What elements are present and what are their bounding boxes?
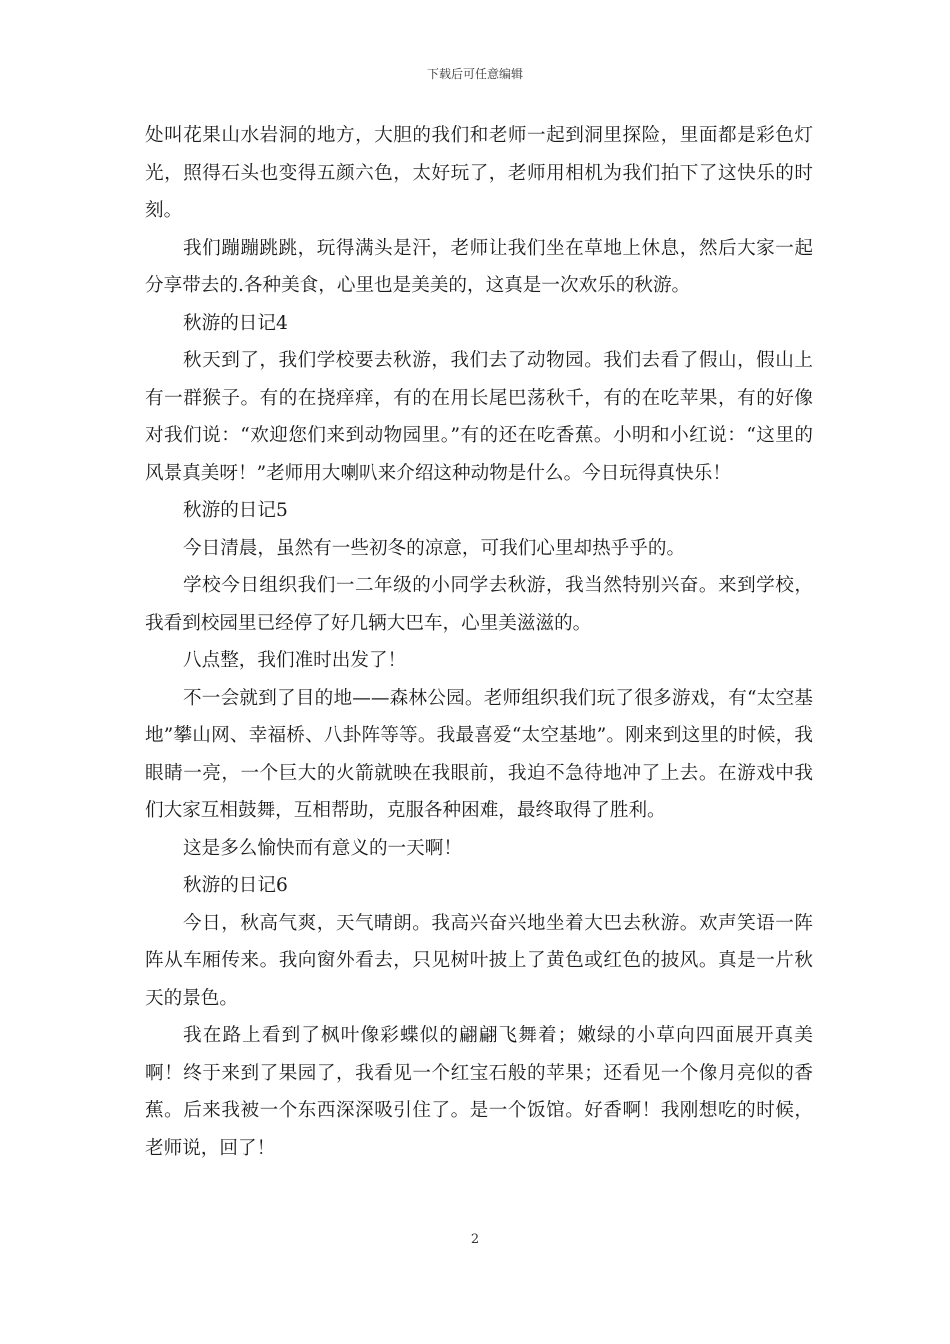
paragraph-6: 八点整，我们准时出发了！ xyxy=(183,650,407,671)
paragraph-4: 今日清晨，虽然有一些初冬的凉意，可我们心里却热乎乎的。 xyxy=(183,537,686,559)
paragraph-3: 秋天到了，我们学校要去秋游，我们去了动物园。我们去看了假山，假山上有一群猴子。有的在挠痒痒，有的在用长尾巴荡秋千，有的在吃苹果，有的好像对我们说：“欢迎您们来到动物园里。”有的还在吃香蕉。小明和小红说：“这里的风景真美呀！”老师用大喇叭来介绍这种动物是什么。今日玩得真快乐！ xyxy=(145,350,813,484)
paragraph-7: 不一会就到了目的地——森林公园。老师组织我们玩了很多游戏，有“太空基地”攀山网、幸福桥、八卦阵等等。我最喜爱“太空基地”。刚来到这里的时候，我眼睛一亮，一个巨大的火箭就映在我眼前，我迫不急待地冲了上去。在游戏中我们大家互相鼓舞，互相帮助，克服各种困难，最终取得了胜利。 xyxy=(145,687,813,821)
paragraph-1: 处叫花果山水岩洞的地方，大胆的我们和老师一起到洞里探险，里面都是彩色灯光，照得石头也变得五颜六色，太好玩了，老师用相机为我们拍下了这快乐的时刻。 xyxy=(145,125,813,221)
document-body xyxy=(145,117,813,1167)
page-number: 2 xyxy=(470,1232,480,1247)
section-title-diary-6: 秋游的日记6 xyxy=(183,875,288,896)
section-title-diary-5: 秋游的日记5 xyxy=(183,500,288,521)
paragraph-2: 我们蹦蹦跳跳，玩得满头是汗，老师让我们坐在草地上休息，然后大家一起分享带去的.各种美食，心里也是美美的，这真是一次欢乐的秋游。 xyxy=(145,237,813,296)
paragraph-10: 我在路上看到了枫叶像彩蝶似的翩翩飞舞着；嫩绿的小草向四面展开真美啊！终于来到了果园了，我看见一个红宝石般的苹果；还看见一个像月亮似的香蕉。后来我被一个东西深深吸引住了。是一个饭馆。好香啊！我刚想吃的时候，老师说，回了！ xyxy=(145,1025,813,1159)
section-title-diary-4: 秋游的日记4 xyxy=(183,312,288,334)
paragraph-5: 学校今日组织我们一二年级的小同学去秋游，我当然特别兴奋。来到学校，我看到校园里已经停了好几辆大巴车，心里美滋滋的。 xyxy=(145,575,813,634)
page-header: 下载后可任意编辑 xyxy=(426,67,523,81)
paragraph-9: 今日，秋高气爽，天气晴朗。我高兴奋兴地坐着大巴去秋游。欢声笑语一阵阵从车厢传来。我向窗外看去，只见树叶披上了黄色或红色的披风。真是一片秋天的景色。 xyxy=(145,912,813,1009)
paragraph-8: 这是多么愉快而有意义的一天啊！ xyxy=(183,837,462,859)
